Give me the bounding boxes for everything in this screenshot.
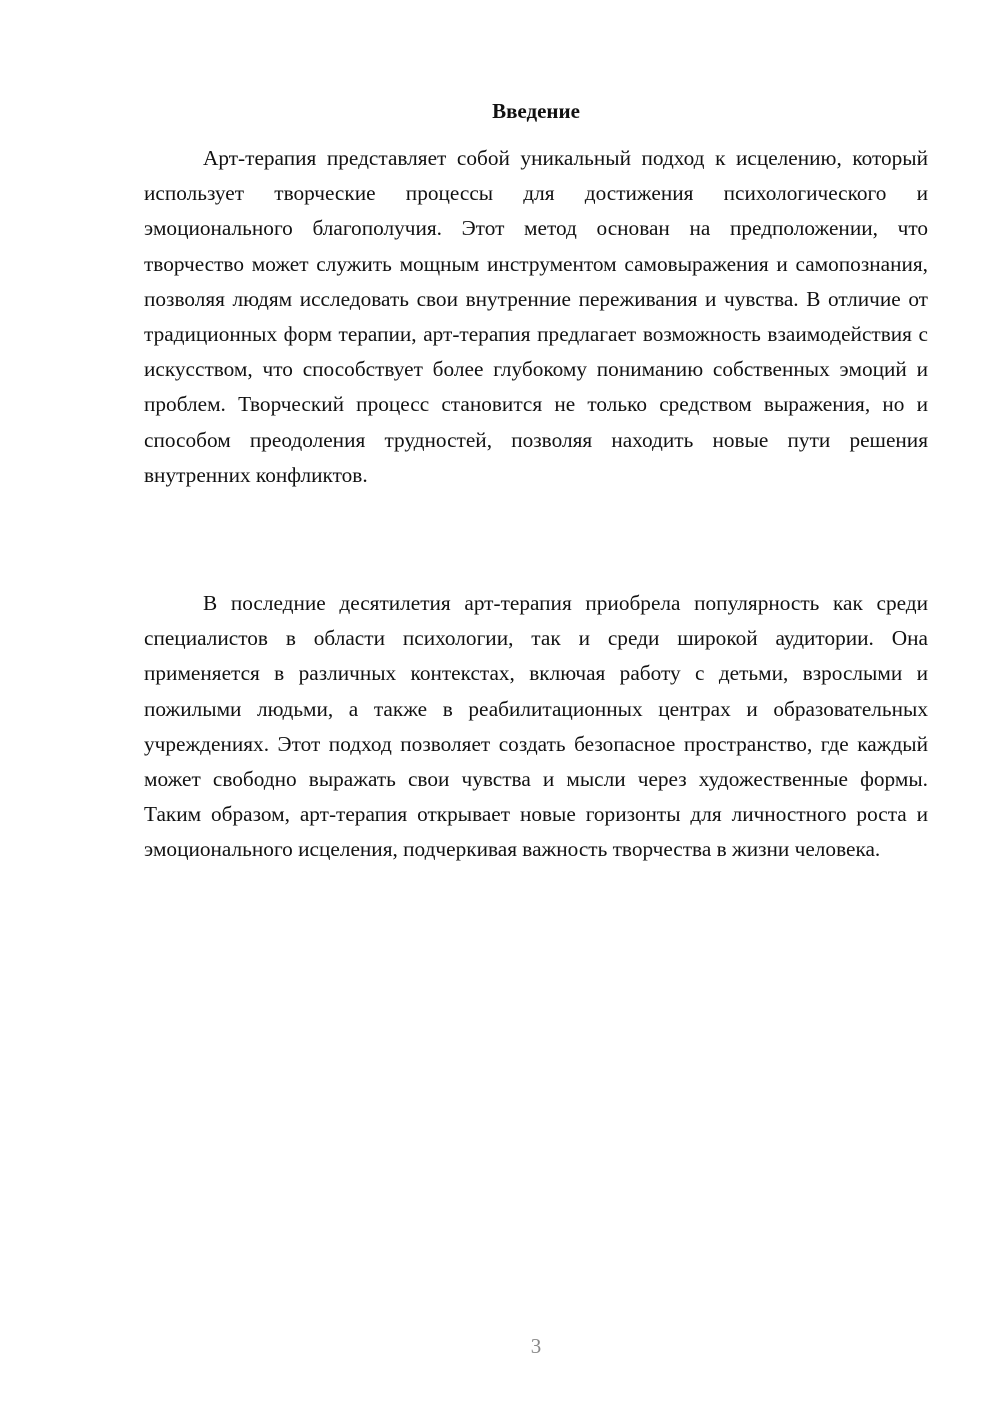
paragraph-1: Арт-терапия представляет собой уникальный подход к исцелению, который использует творческие процессы для достижения психологического и эмоционального благополучия. Этот метод основан на предположении, что творчество может служить мощным инструментом самовыражения и самопознания, позволяя людям исследовать свои внутренние переживания и чувства. В отличие от традиционных форм терапии, арт-терапия предлагает возможность взаимодействия с искусством, что способствует более глубокому пониманию собственных эмоций и проблем. Творческий процесс становится не только средством выражения, но и способом преодоления трудностей, позволяя находить новые пути решения внутренних конфликтов. — [144, 146, 928, 487]
paragraph-2: В последние десятилетия арт-терапия приобрела популярность как среди специалистов в области психологии, так и среди широкой аудитории. Она применяется в различных контекстах, включая работу с детьми, взрослыми и пожилыми людьми, а также в реабилитационных центрах и образовательных учреждениях. Этот подход позволяет создать безопасное пространство, где каждый может свободно выражать свои чувства и мысли через художественные формы. Таким образом, арт-терапия открывает новые горизонты для личностного роста и эмоционального исцеления, подчеркивая важность творчества в жизни человека. — [144, 591, 928, 862]
section-heading: Введение — [492, 99, 580, 123]
page-number: 3 — [530, 1334, 542, 1358]
